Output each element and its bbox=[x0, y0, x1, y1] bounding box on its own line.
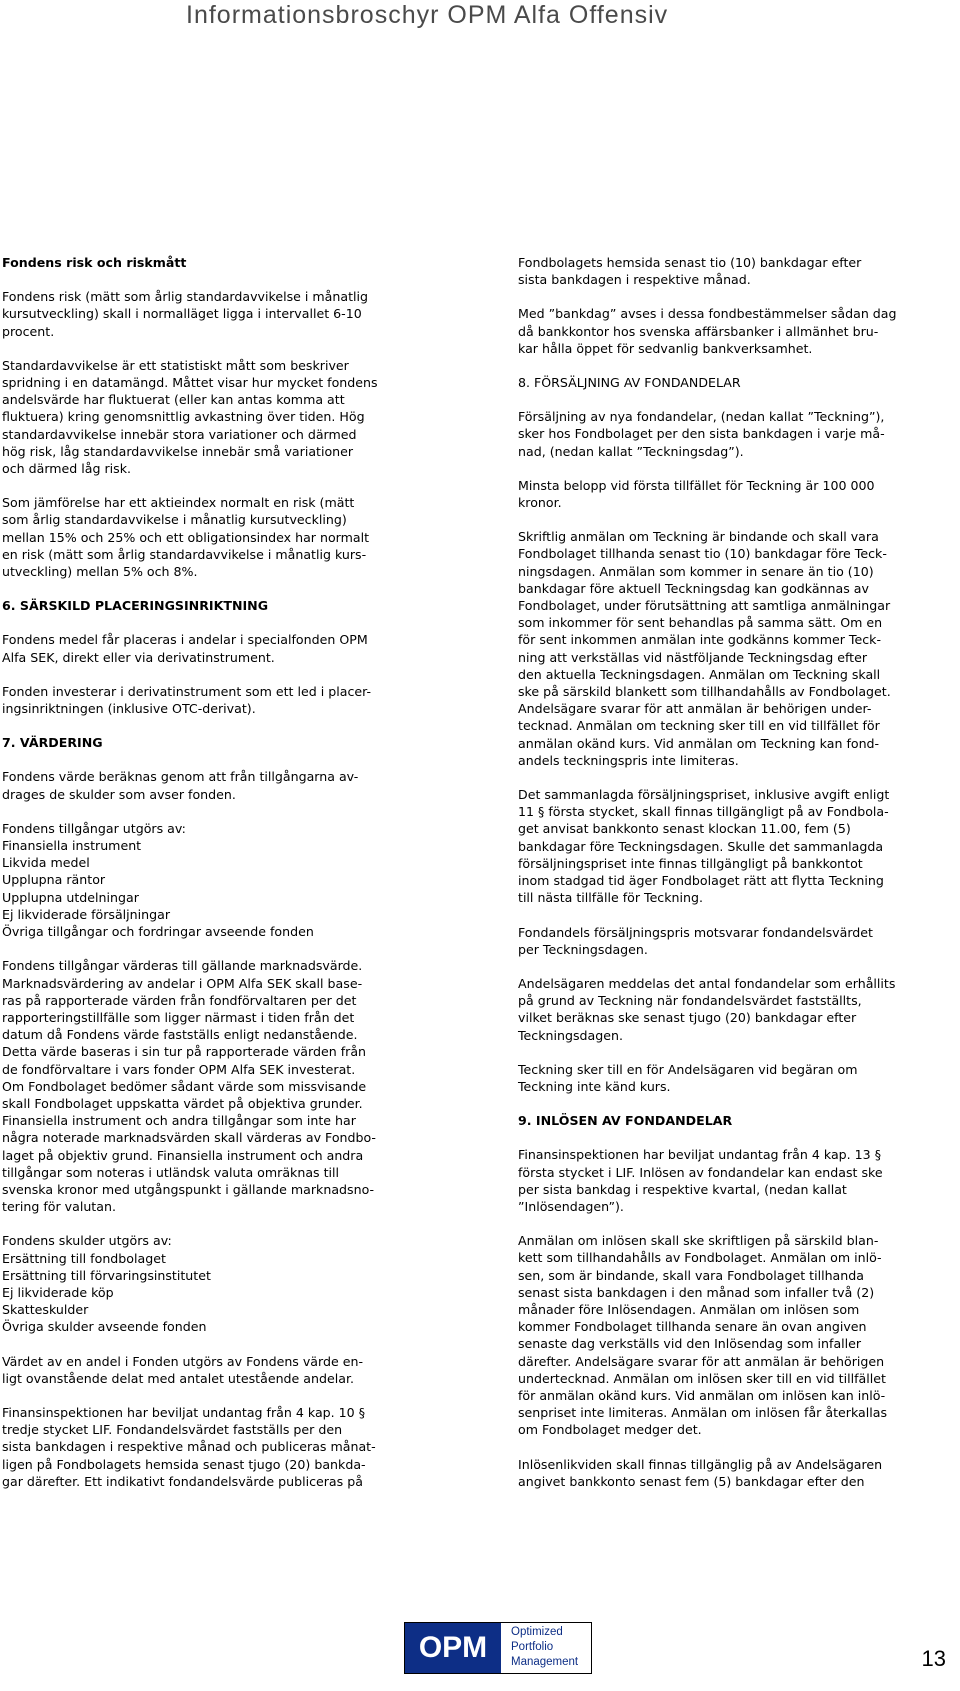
paragraph: Fondens värde beräknas genom att från tillgångarna av- drages de skulder som avser fonden. bbox=[2, 769, 359, 802]
paragraph: Fondens medel får placeras i andelar i specialfonden OPM Alfa SEK, direkt eller via derivatinstrument. bbox=[2, 632, 368, 665]
page-number: 13 bbox=[921, 1646, 946, 1671]
paragraph: Fondens tillgångar värderas till gällande marknadsvärde. Marknadsvärdering av andelar i OPM Alfa SEK skall base- ras på rapporterade värden från fondförvaltaren per det rapporteringstillfälle som ligger närmast i tiden från det datum då Fondens värde fastställs enligt nedanstående. Detta värde baseras i sin tur på rapporterade värden från de fondförvaltare i vars fonder OPM Alfa SEK investerat. Om Fondbolaget bedömer sådant värde som missvisande skall Fondbolaget uppskatta värdet på objektiva grunder. Finansiella instrument och andra tillgångar som inte har några noterade marknadsvärden skall värderas av Fondbo- laget på objektiv grund. Finansiella instrument och andra tillgångar som noteras i utländsk valuta omräknas till svenska kronor med utgångspunkt i gällande marknadsno- tering för valutan. bbox=[2, 958, 376, 1215]
section-heading-6: 6. SÄRSKILD PLACERINGSINRIKTNING bbox=[2, 598, 269, 614]
paragraph: Skriftlig anmälan om Teckning är bindande och skall vara Fondbolaget tillhanda senast tio (10) bankdagar före Teck- ningsdagen. Anmälan som kommer in senare än tio (10) bankdagar före aktuell Teckningsdag kan godkännas av Fondbolaget, under förutsättning att samtliga anmälningar som inkommer för sent behandlas på samma sätt. Om en för sent inkommen anmälan inte godkänns kommer Teck- ning att verkställas vid nästföljande Teckningsdag efter den aktuella Teckningsdagen. Anmälan om Teckning skall ske på särskild blankett som tillhandahålls av Fondbolaget. Andelsägare svarar för att anmälan är behörigen under- tecknad. Anmälan om teckning sker till en vid tillfället för anmälan okänd kurs. Vid anmälan om Teckning kan fond- andels teckningspris inte limiteras. bbox=[518, 529, 891, 768]
paragraph: Finansinspektionen har beviljat undantag från 4 kap. 10 § tredje stycket LIF. Fondandelsvärdet fastställs per den sista bankdagen i respektive månad och publiceras månat- ligen på Fondbolagets hemsida senast tjugo (20) bankda- gar därefter. Ett indikativt fondandelsvärde publiceras på bbox=[2, 1404, 376, 1489]
asset-list: Fondens tillgångar utgörs av: Finansiella instrument Likvida medel Upplupna räntor Upplupna utdelningar Ej likviderade försäljningar Övriga tillgångar och fordringar avseende fonden bbox=[2, 820, 314, 940]
right-column bbox=[518, 254, 958, 1507]
left-column bbox=[2, 254, 448, 1507]
paragraph: Anmälan om inlösen skall ske skriftligen på särskild blan- kett som tillhandahålls av Fondbolaget. Anmälan om inlö- sen, som är bindande, skall vara Fondbolaget tillhanda senast sista bankdagen i den månad som infaller två (2) månader före Inlösendagen. Anmälan om inlösen som kommer Fondbolaget tillhanda senare än ovan angiven senaste dag verkställs vid den Inlösendag som infaller därefter. Andelsägare svarar för att anmälan är behörigen undertecknad. Anmälan om inlösen sker till en vid tillfället för anmälan okänd kurs. Vid anmälan om inlösen kan inlö- senpriset inte limiteras. Anmälan om inlösen får återkallas om Fondbolaget medger det. bbox=[518, 1233, 888, 1438]
paragraph: Teckning sker till en för Andelsägaren vid begäran om Teckning inte känd kurs. bbox=[518, 1061, 858, 1094]
paragraph: Värdet av en andel i Fonden utgörs av Fondens värde en- ligt ovanstående delat med antalet utestående andelar. bbox=[2, 1353, 364, 1386]
paragraph: Finansinspektionen har beviljat undantag från 4 kap. 13 § första stycket i LIF. Inlösen av fondandelar kan endast ske per sista bankdag i respektive kvartal, (nedan kallat ”Inlösendagen”). bbox=[518, 1147, 883, 1214]
section-heading-8: 8. FÖRSÄLJNING AV FONDANDELAR bbox=[518, 375, 741, 391]
opm-logo bbox=[404, 1622, 592, 1674]
paragraph: Fondandels försäljningspris motsvarar fondandelsvärdet per Teckningsdagen. bbox=[518, 924, 873, 957]
paragraph: Standardavvikelse är ett statistiskt mått som beskriver spridning i en datamängd. Måttet visar hur mycket fondens andelsvärde har fluktuerat (eller kan antas komma att fluktuera) kring genomsnittlig avkastning över tiden. Hög standardavvikelse innebär stora variationer och därmed hög risk, låg standardavvikelse innebär små variationer och därmed låg risk. bbox=[2, 357, 378, 477]
page-footer bbox=[0, 1622, 960, 1682]
logo-text: Optimized Portfolio Management bbox=[511, 1626, 579, 1668]
paragraph: Minsta belopp vid första tillfället för Teckning är 100 000 kronor. bbox=[518, 477, 875, 511]
liability-list: Fondens skulder utgörs av: Ersättning till fondbolaget Ersättning till förvaringsinstitutet Ej likviderade köp Skatteskulder Övriga skulder avseende fonden bbox=[2, 1233, 211, 1335]
paragraph: Som jämförelse har ett aktieindex normalt en risk (mätt som årlig standardavvikelse i månatlig kursutveckling) mellan 15% och 25% och ett obligationsindex har normalt en risk (mätt som årlig standardavvikelse i månatlig kurs- utveckling) mellan 5% och 8%. bbox=[2, 495, 370, 580]
paragraph: Inlösenlikviden skall finnas tillgänglig på av Andelsägaren angivet bankkonto senast fem (5) bankdagar efter den bbox=[518, 1456, 883, 1489]
paragraph: Fondbolagets hemsida senast tio (10) bankdagar efter sista bankdagen i respektive månad. bbox=[518, 255, 862, 288]
section-heading-risk: Fondens risk och riskmått bbox=[2, 255, 187, 270]
page-header: Informationsbroschyr OPM Alfa Offensiv bbox=[186, 1, 669, 29]
paragraph: Andelsägaren meddelas det antal fondandelar som erhållits på grund av Teckning när fondandelsvärdet fastställts, vilket beräknas ske senast tjugo (20) bankdagar efter Teckningsdagen. bbox=[518, 975, 896, 1043]
section-heading-7: 7. VÄRDERING bbox=[2, 735, 103, 751]
paragraph: Fonden investerar i derivatinstrument som ett led i placer- ingsinriktningen (inklusive OTC-derivat). bbox=[2, 683, 372, 717]
logo-opm-mark: OPM bbox=[405, 1623, 501, 1673]
paragraph: Försäljning av nya fondandelar, (nedan kallat ”Teckning”), sker hos Fondbolaget per den sista bankdagen i varje må- nad, (nedan kallat ”Teckningsdag”). bbox=[518, 409, 885, 459]
paragraph: Med ”bankdag” avses i dessa fondbestämmelser sådan dag då bankkontor hos svenska affärsbanker i allmänhet bru- kar hålla öppet för sedvanlig bankverksamhet. bbox=[518, 306, 897, 356]
paragraph: Fondens risk (mätt som årlig standardavvikelse i månatlig kursutveckling) skall i normalläget ligga i intervallet 6-10 procent. bbox=[2, 289, 369, 339]
paragraph: Det sammanlagda försäljningspriset, inklusive avgift enligt 11 § första stycket, skall finnas tillgängligt på av Fondbola- get anvisat bankkonto senast klockan 11.00, fem (5) bankdagar före Teckningsdagen. Skulle det sammanlagda försäljningspriset inte finnas tillgängligt på bankkontot inom stadgad tid äger Fondbolaget rätt att flytta Teckning till nästa tillfälle för Teckning. bbox=[518, 787, 890, 906]
section-heading-9: 9. INLÖSEN AV FONDANDELAR bbox=[518, 1113, 733, 1129]
